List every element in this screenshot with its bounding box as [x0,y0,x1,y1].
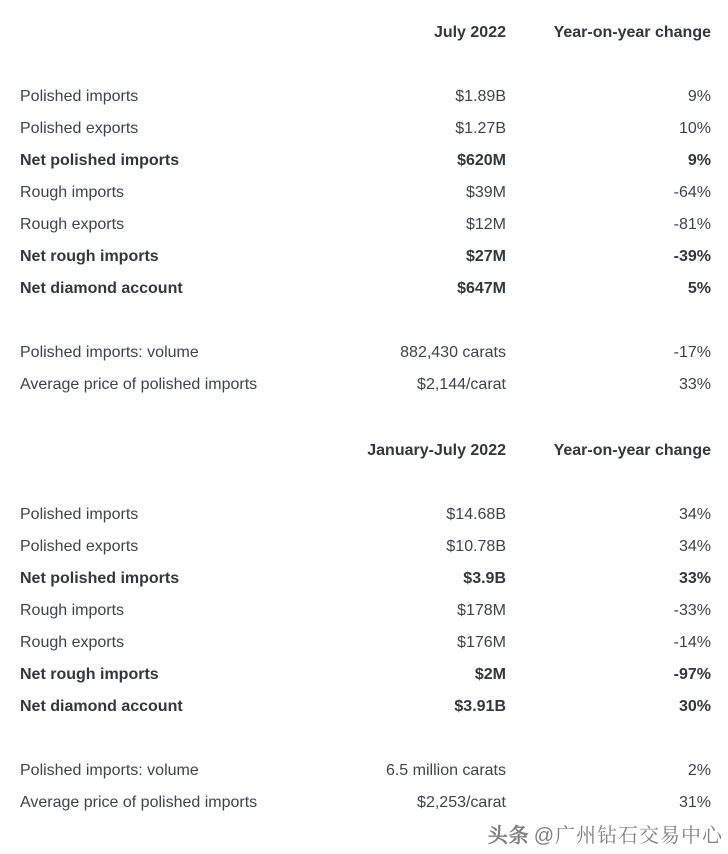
row-change: 10% [678,120,711,137]
row-label: Net diamond account [20,698,183,715]
row-value: 882,430 carats [400,344,506,361]
table-row [0,755,728,787]
row-label: Average price of polished imports [20,376,258,393]
diamond-trade-report [0,17,728,847]
table-row [0,113,728,145]
table-row [0,177,728,209]
table-row [0,595,728,627]
row-value: $27M [465,248,506,265]
watermark-account: @广州钻石交易中心 [533,825,723,847]
row-change: 9% [687,152,711,169]
table-row [0,209,728,241]
table-row [0,81,728,113]
row-label: Net diamond account [20,280,183,297]
row-change: 5% [687,280,711,297]
row-value: 6.5 million carats [385,762,506,779]
header-change: Year-on-year change [553,24,711,41]
row-value: $1.89B [455,88,506,105]
row-value: $1.27B [455,120,506,137]
table-row [0,273,728,305]
row-label: Rough imports [20,184,125,201]
row-label: Polished exports [20,538,139,555]
table-row [0,241,728,273]
table-row [0,691,728,723]
row-change: 31% [678,794,711,811]
row-change: 34% [678,506,711,523]
row-label: Net rough imports [20,248,159,265]
row-change: -17% [673,344,711,361]
row-label: Polished exports [20,120,139,137]
row-change: 30% [678,698,711,715]
row-label: Polished imports [20,506,139,523]
row-value: $178M [457,602,506,619]
row-value: $10.78B [446,538,506,555]
table-january-july-2022 [0,435,728,819]
table-header-row [0,435,728,467]
watermark [488,819,723,848]
header-period: January-July 2022 [367,442,506,459]
spacer-row [0,49,728,81]
table-row [0,787,728,819]
header-empty-cell [0,435,350,467]
row-value: $2,144/carat [417,376,506,393]
row-label: Average price of polished imports [20,794,258,811]
table-row [0,337,728,369]
row-value: $647M [457,280,506,297]
table-row [0,531,728,563]
row-value: $14.68B [446,506,506,523]
spacer-row [0,305,728,337]
row-value: $39M [465,184,506,201]
row-label: Rough exports [20,216,125,233]
row-value: $2M [474,666,506,683]
table-row [0,369,728,401]
row-label: Rough exports [20,634,125,651]
row-change: 33% [678,570,711,587]
spacer-row [0,467,728,499]
row-change: 9% [687,88,711,105]
row-change: -14% [673,634,711,651]
row-value: $2,253/carat [417,794,506,811]
table-row [0,627,728,659]
row-label: Polished imports [20,88,139,105]
header-period: July 2022 [433,24,506,41]
row-value: $12M [465,216,506,233]
row-label: Polished imports: volume [20,344,199,361]
row-change: -97% [673,666,711,683]
row-label: Net polished imports [20,152,180,169]
row-change: -39% [673,248,711,265]
row-change: 2% [687,762,711,779]
row-change: -64% [673,184,711,201]
row-value: $3.9B [463,570,506,587]
header-change: Year-on-year change [553,442,711,459]
table-row [0,563,728,595]
watermark-brand: 头条 [487,825,530,847]
table-row [0,145,728,177]
row-label: Net polished imports [20,570,180,587]
row-value: $176M [457,634,506,651]
row-change: -81% [673,216,711,233]
row-change: -33% [673,602,711,619]
row-value: $3.91B [454,698,506,715]
row-label: Polished imports: volume [20,762,199,779]
table-row [0,499,728,531]
row-label: Rough imports [20,602,125,619]
table-july-2022 [0,17,728,401]
spacer-row [0,723,728,755]
row-change: 33% [678,376,711,393]
row-change: 34% [678,538,711,555]
header-empty-cell [0,17,350,49]
table-row [0,659,728,691]
row-label: Net rough imports [20,666,159,683]
row-value: $620M [457,152,506,169]
table-header-row [0,17,728,49]
